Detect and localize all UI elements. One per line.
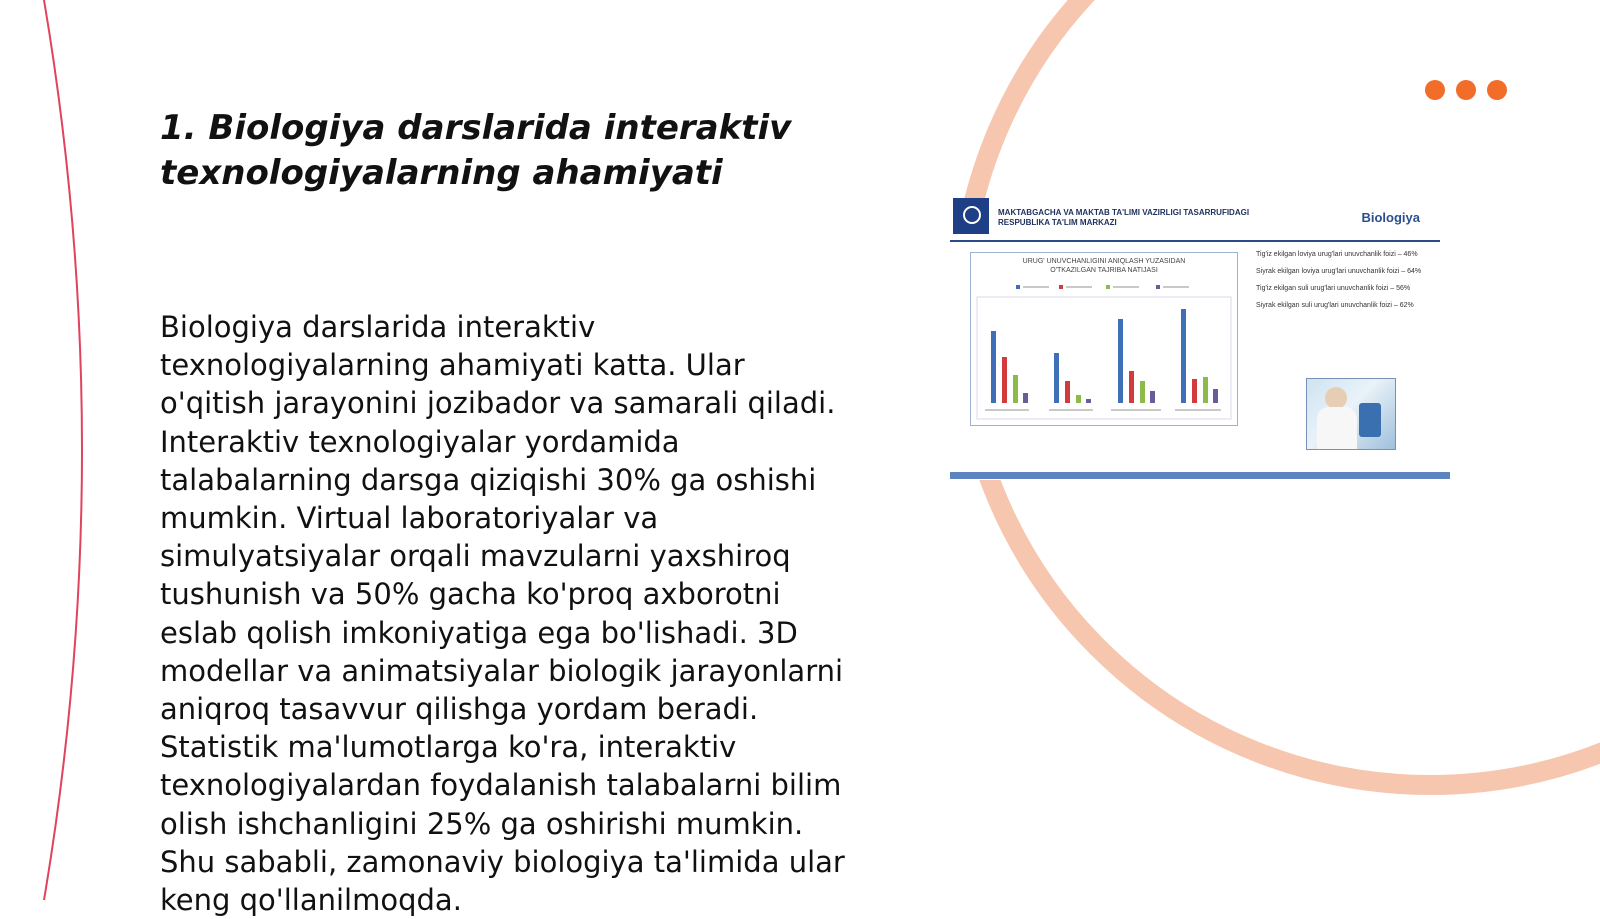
bar-group (991, 331, 1028, 403)
bar (1086, 399, 1091, 403)
thumbnail-header (950, 198, 1440, 242)
bar (1192, 379, 1197, 403)
slide-thumbnail (950, 198, 1450, 480)
bar (991, 331, 996, 403)
chart-legend-swatch (1156, 285, 1160, 289)
note-item: Tig'iz ekilgan loviya urug'lari unuvchanlik foizi – 46% (1256, 251, 1418, 258)
bar (1065, 381, 1070, 403)
chart-legend-swatch (1106, 285, 1110, 289)
dot-icon (1487, 80, 1507, 100)
bar (1203, 377, 1208, 403)
chart-legend-line (1113, 286, 1139, 288)
chart-category-label (1049, 409, 1093, 411)
bar (1129, 371, 1134, 403)
bar (1181, 309, 1186, 403)
bar (1118, 319, 1123, 403)
slide-title: 1. Biologiya darslarida interaktiv texnologiyalarning ahamiyati (160, 108, 792, 193)
chart-legend-line (1066, 286, 1092, 288)
chart-legend-swatch (1016, 285, 1020, 289)
bar (1002, 357, 1007, 403)
scientist-photo-icon (1306, 378, 1396, 450)
dots-menu-icon (1425, 80, 1507, 100)
bar-group (1118, 319, 1155, 403)
dot-icon (1456, 80, 1476, 100)
chart-category-label (985, 409, 1029, 411)
thumbnail-subject: Biologiya (1361, 210, 1420, 225)
chart-title-line-1: URUG' UNUVCHANLIGINI ANIQLASH YUZASIDAN (1022, 258, 1186, 265)
thumbnail-organization (998, 208, 1249, 228)
bar (1213, 389, 1218, 403)
bar (1150, 391, 1155, 403)
emblem-icon (953, 198, 989, 234)
chart-category-label (1111, 409, 1161, 411)
organization-line-1: MAKTABGACHA VA MAKTAB TA'LIMI VAZIRLIGI TASARRUFIDAGI (998, 208, 1250, 217)
bar-group (1054, 353, 1091, 403)
bar (1140, 381, 1145, 403)
chart-category-label (1175, 409, 1221, 411)
chart-legend-line (1023, 286, 1049, 288)
chart-graphic (971, 253, 1237, 425)
bar-group (1181, 309, 1218, 403)
bar (1023, 393, 1028, 403)
left-accent-curve (44, 0, 82, 900)
organization-line-2: RESPUBLIKA TA'LIM MARKAZI (998, 218, 1117, 227)
bar (1013, 375, 1018, 403)
bar (1076, 395, 1081, 403)
chart-title-line-2: O'TKAZILGAN TAJRIBA NATIJASI (1050, 267, 1158, 274)
note-item: Siyrak ekilgan loviya urug'lari unuvchanlik foizi – 64% (1256, 268, 1422, 275)
dot-icon (1425, 80, 1445, 100)
note-item: Siyrak ekilgan suli urug'lari unuvchanlik foizi – 62% (1256, 302, 1414, 309)
thumbnail-footer-bar (950, 472, 1450, 479)
thumbnail-notes (1256, 246, 1438, 314)
note-item: Tig'iz ekilgan suli urug'lari unuvchanlik foizi – 56% (1256, 285, 1411, 292)
bar (1054, 353, 1059, 403)
chart-legend-line (1163, 286, 1189, 288)
chart-legend-swatch (1059, 285, 1063, 289)
slide-body-text: Biologiya darslarida interaktiv texnologiyalarning ahamiyati katta. Ular o'qitish jarayonini jozibador va samarali qiladi. Interaktiv texnologiyalar yordamida talabalarning darsga qiziqishi 30% ga oshishi mumkin. Virtual laboratoriyalar va simulyatsiyalar orqali mavzularni yaxshiroq tushunish va 50% gacha ko'proq axborotni eslab qolish imkoniyatiga ega bo'lishadi. 3D modellar va animatsiyalar biologik jarayonlarni aniqroq tasavvur qilishga yordam beradi. Statistik ma'lumotlarga ko'ra, interaktiv texnologiyalardan foydalanish talabalarni bilim olish ishchanligini 25% ga oshirishi mumkin. Shu sababli, zamonaviy biologiya ta'limida ular keng qo'llanilmoqda. (160, 310, 845, 918)
thumbnail-chart (970, 252, 1238, 426)
